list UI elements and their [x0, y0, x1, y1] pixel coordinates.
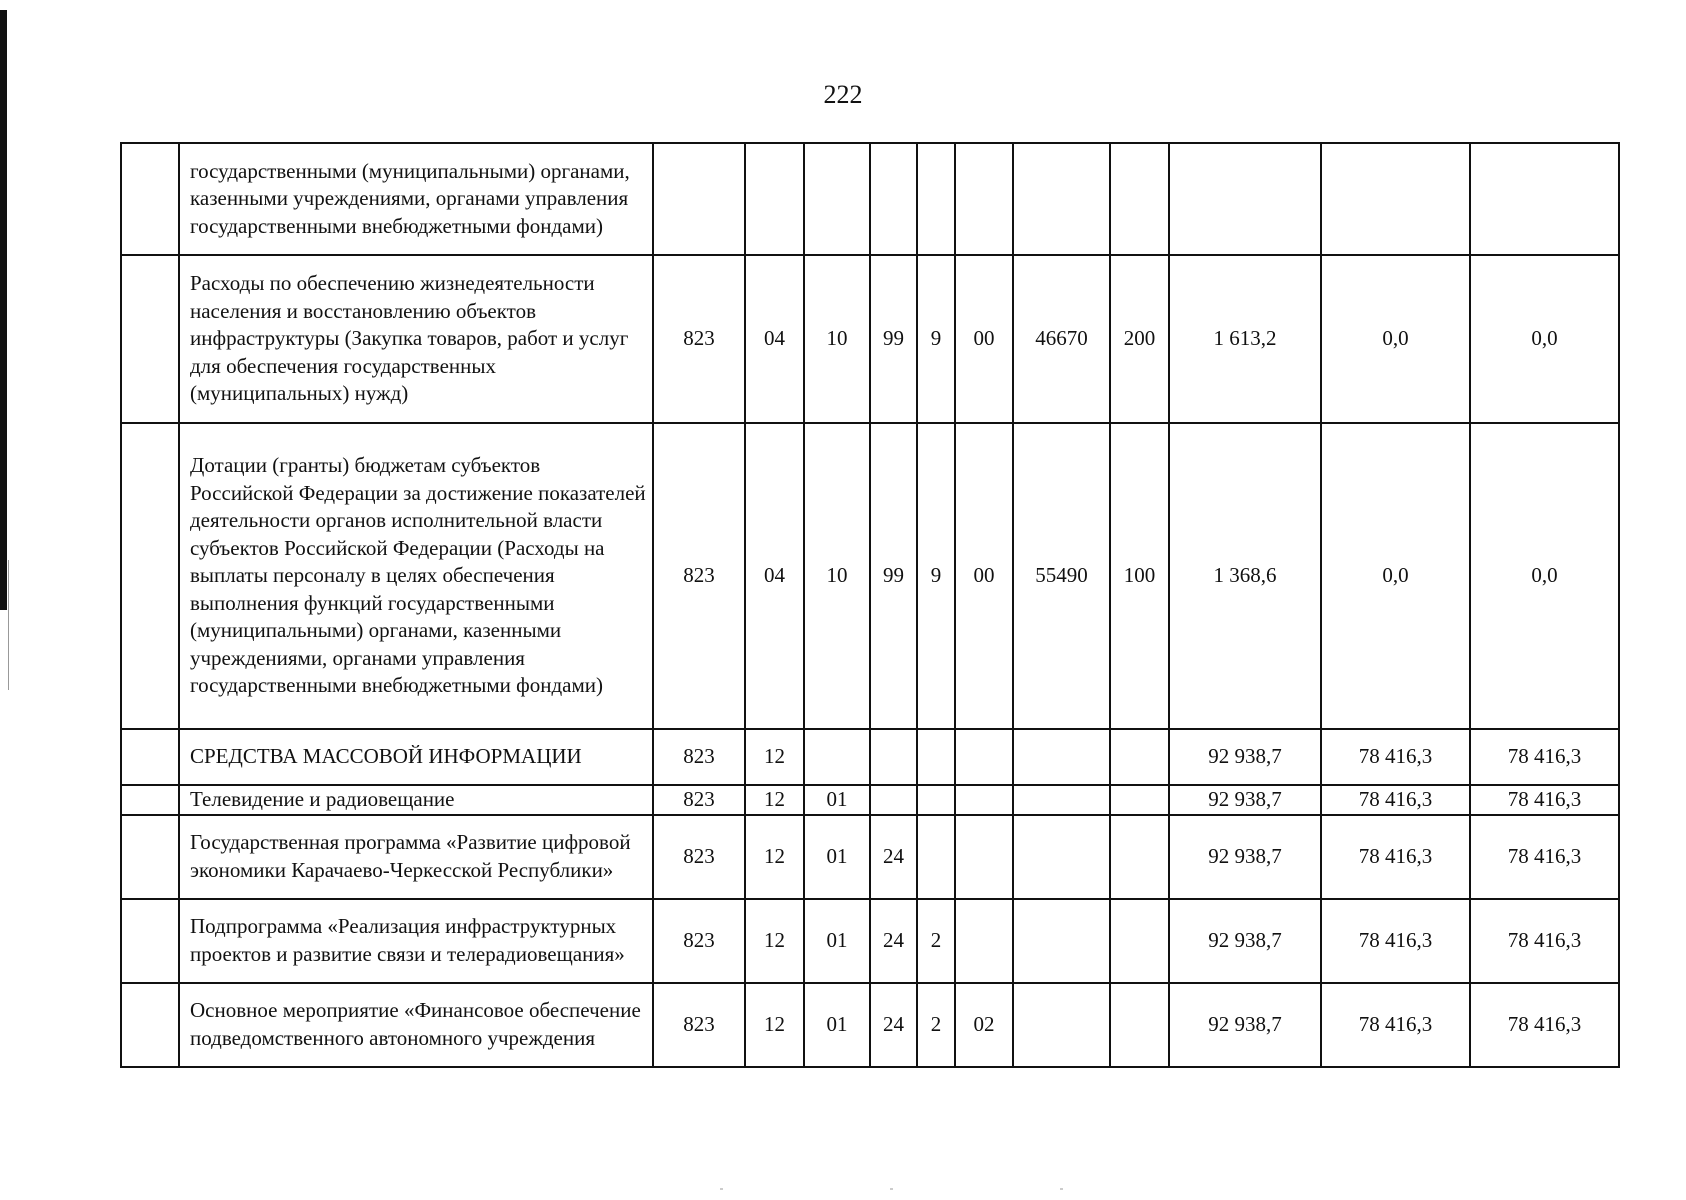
cell-grbs: 823	[653, 255, 745, 423]
cell-p4: 46670	[1013, 255, 1110, 423]
table-row	[121, 143, 1619, 255]
row-index-cell	[121, 815, 179, 899]
cell-p2: 2	[917, 899, 955, 983]
cell-p3	[955, 785, 1013, 815]
cell-y2	[1321, 143, 1470, 255]
cell-p1	[870, 143, 917, 255]
cell-pr	[804, 143, 870, 255]
cell-grbs: 823	[653, 729, 745, 785]
cell-p4	[1013, 815, 1110, 899]
row-name: Расходы по обеспечению жизнедеятельности населения и восстановлению объектов инфраструктуры (Закупка товаров, работ и услуг для обеспечения государственных (муниципальных) нужд)	[179, 255, 653, 423]
cell-rz: 12	[745, 983, 804, 1067]
cell-y1: 92 938,7	[1169, 899, 1321, 983]
cell-p3	[955, 815, 1013, 899]
cell-y2: 78 416,3	[1321, 785, 1470, 815]
cell-y2: 0,0	[1321, 255, 1470, 423]
cell-p2	[917, 815, 955, 899]
table-row	[121, 255, 1619, 423]
cell-p4	[1013, 785, 1110, 815]
cell-vr	[1110, 899, 1169, 983]
cell-y1: 92 938,7	[1169, 785, 1321, 815]
cell-rz	[745, 143, 804, 255]
scan-noise	[720, 1188, 1220, 1190]
cell-p3	[955, 899, 1013, 983]
cell-y3: 78 416,3	[1470, 729, 1619, 785]
row-name: СРЕДСТВА МАССОВОЙ ИНФОРМАЦИИ	[179, 729, 653, 785]
cell-p1: 99	[870, 423, 917, 729]
cell-y1: 92 938,7	[1169, 815, 1321, 899]
cell-y1: 1 368,6	[1169, 423, 1321, 729]
cell-p2: 2	[917, 983, 955, 1067]
cell-vr: 200	[1110, 255, 1169, 423]
cell-p4: 55490	[1013, 423, 1110, 729]
cell-rz: 12	[745, 815, 804, 899]
row-name: государственными (муниципальными) органами, казенными учреждениями, органами управления государственными внебюджетными фондами)	[179, 143, 653, 255]
cell-y1: 92 938,7	[1169, 729, 1321, 785]
cell-p4	[1013, 983, 1110, 1067]
cell-pr: 10	[804, 255, 870, 423]
table-row	[121, 785, 1619, 815]
cell-y3: 78 416,3	[1470, 899, 1619, 983]
row-index-cell	[121, 143, 179, 255]
cell-y2: 0,0	[1321, 423, 1470, 729]
row-index-cell	[121, 983, 179, 1067]
cell-y3: 78 416,3	[1470, 983, 1619, 1067]
cell-y3: 0,0	[1470, 255, 1619, 423]
cell-rz: 12	[745, 899, 804, 983]
cell-y3: 78 416,3	[1470, 815, 1619, 899]
row-name: Государственная программа «Развитие цифровой экономики Карачаево-Черкесской Республики»	[179, 815, 653, 899]
cell-p2	[917, 785, 955, 815]
cell-y2: 78 416,3	[1321, 899, 1470, 983]
row-name: Подпрограмма «Реализация инфраструктурных проектов и развитие связи и телерадиовещания»	[179, 899, 653, 983]
row-index-cell	[121, 255, 179, 423]
table-row	[121, 815, 1619, 899]
row-index-cell	[121, 423, 179, 729]
cell-rz: 04	[745, 255, 804, 423]
table-row	[121, 729, 1619, 785]
cell-vr	[1110, 785, 1169, 815]
cell-pr: 10	[804, 423, 870, 729]
cell-p2	[917, 729, 955, 785]
cell-p1: 99	[870, 255, 917, 423]
cell-p3	[955, 143, 1013, 255]
row-name: Дотации (гранты) бюджетам субъектов Российской Федерации за достижение показателей деятельности органов исполнительной власти субъектов Российской Федерации (Расходы на выплаты персоналу в целях обеспечения выполнения функций государственными (муниципальными) органами, казенными учреждениями, органами управления государственными внебюджетными фондами)	[179, 423, 653, 729]
cell-pr: 01	[804, 785, 870, 815]
cell-y1: 92 938,7	[1169, 983, 1321, 1067]
cell-vr	[1110, 983, 1169, 1067]
cell-grbs: 823	[653, 899, 745, 983]
cell-p2	[917, 143, 955, 255]
cell-p2: 9	[917, 423, 955, 729]
cell-y1	[1169, 143, 1321, 255]
table-row	[121, 983, 1619, 1067]
cell-p1	[870, 785, 917, 815]
cell-pr	[804, 729, 870, 785]
cell-grbs: 823	[653, 423, 745, 729]
cell-p1: 24	[870, 815, 917, 899]
table-row	[121, 423, 1619, 729]
cell-p1: 24	[870, 983, 917, 1067]
row-index-cell	[121, 899, 179, 983]
cell-y1: 1 613,2	[1169, 255, 1321, 423]
cell-y3: 78 416,3	[1470, 785, 1619, 815]
cell-rz: 04	[745, 423, 804, 729]
cell-p4	[1013, 143, 1110, 255]
row-name: Телевидение и радиовещание	[179, 785, 653, 815]
cell-vr	[1110, 143, 1169, 255]
cell-grbs: 823	[653, 983, 745, 1067]
cell-p3: 02	[955, 983, 1013, 1067]
scan-edge-line	[8, 560, 9, 690]
cell-grbs: 823	[653, 785, 745, 815]
cell-p2: 9	[917, 255, 955, 423]
cell-grbs	[653, 143, 745, 255]
cell-vr	[1110, 729, 1169, 785]
table-row	[121, 899, 1619, 983]
cell-y3: 0,0	[1470, 423, 1619, 729]
cell-y2: 78 416,3	[1321, 729, 1470, 785]
cell-pr: 01	[804, 815, 870, 899]
cell-vr	[1110, 815, 1169, 899]
cell-y2: 78 416,3	[1321, 815, 1470, 899]
cell-p1: 24	[870, 899, 917, 983]
cell-p4	[1013, 729, 1110, 785]
row-name: Основное мероприятие «Финансовое обеспечение подведомственного автономного учреждения	[179, 983, 653, 1067]
cell-rz: 12	[745, 729, 804, 785]
cell-y2: 78 416,3	[1321, 983, 1470, 1067]
cell-p3	[955, 729, 1013, 785]
page-number: 222	[823, 80, 863, 109]
row-index-cell	[121, 785, 179, 815]
cell-pr: 01	[804, 983, 870, 1067]
cell-y3	[1470, 143, 1619, 255]
cell-pr: 01	[804, 899, 870, 983]
cell-p3: 00	[955, 423, 1013, 729]
cell-p1	[870, 729, 917, 785]
budget-table	[120, 142, 1620, 1068]
cell-grbs: 823	[653, 815, 745, 899]
cell-vr: 100	[1110, 423, 1169, 729]
cell-p4	[1013, 899, 1110, 983]
cell-p3: 00	[955, 255, 1013, 423]
cell-rz: 12	[745, 785, 804, 815]
row-index-cell	[121, 729, 179, 785]
